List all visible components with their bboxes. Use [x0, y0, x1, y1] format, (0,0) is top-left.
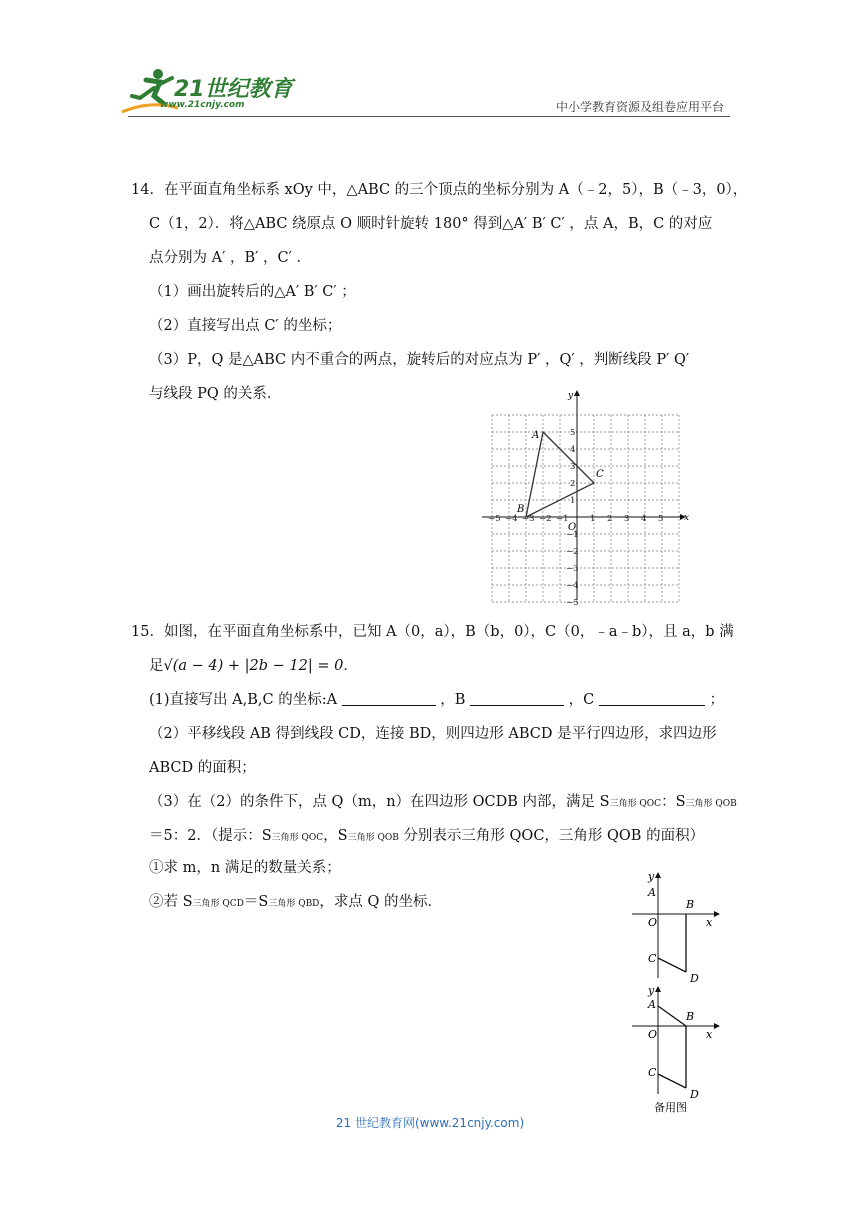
q15-sub3a-subscript1: 三角形 QOC [609, 799, 662, 809]
fig2-label-d: D [690, 1088, 699, 1101]
q15-sub2a: （2）平移线段 AB 得到线段 CD，连接 BD，则四边形 ABCD 是平行四边形，求四边形 [149, 726, 717, 742]
fig1-label-x: x [706, 916, 713, 929]
q14-grid-figure [480, 388, 695, 608]
q15-sub3b-subscript2: 三角形 QOB [347, 833, 399, 843]
q14-line2: C（1，2）．将△ABC 绕原点 O 顺时针旋转 180° 得到△A′ B′ C′ ，点 A，B，C 的对应 [149, 216, 713, 232]
logo-text: 21世纪教育 [174, 77, 293, 102]
y-tick-label: −3 [566, 564, 579, 574]
x-axis-arrow-icon [714, 1023, 720, 1029]
q15-line2-suffix: ． [343, 658, 358, 674]
q14-line1: 14．在平面直角坐标系 xOy 中，△ABC 的三个顶点的坐标分别为 A（﹣2，5），B（﹣3，0）， [131, 182, 748, 198]
y-axis-arrow-icon [655, 872, 661, 878]
fig1-label-o: O [648, 916, 658, 929]
q15-sub3a [149, 792, 737, 814]
q15-sub3b-subscript1: 三角形 QOC [271, 833, 324, 843]
fig1-label-d: D [690, 972, 699, 985]
q15-part2-text3: ，求点 Q 的坐标． [319, 894, 443, 910]
x-tick-label: 5 [658, 514, 664, 524]
header-divider [128, 116, 730, 117]
header-platform-text: 中小学教育资源及组卷应用平台 [555, 100, 724, 114]
y-tick-label: 2 [570, 479, 576, 489]
answer-blank-c[interactable] [599, 691, 705, 706]
q15-sub1-end: ； [709, 692, 724, 708]
x-tick-label: 3 [624, 514, 630, 524]
label-c: C [596, 469, 604, 480]
backup-figure-caption: 备用图 [654, 1101, 687, 1114]
q15-line2-prefix: 足 [149, 658, 164, 674]
x-tick-label: −3 [522, 514, 535, 524]
q14-sub1: （1）画出旋转后的△A′ B′ C′ ； [149, 284, 356, 300]
label-origin: O [568, 522, 577, 533]
q15-sub3b-text3: 分别表示三角形 QOC，三角形 QOB 的面积） [398, 828, 705, 844]
x-axis-arrow-icon [714, 911, 720, 917]
q15-line2 [149, 656, 358, 676]
label-a: A [532, 430, 540, 441]
q15-line1: 15．如图，在平面直角坐标系中，已知 A（0，a），B（b，0），C（0，﹣a﹣b），且 a，b 满 [131, 624, 734, 640]
q15-sub3b [149, 826, 704, 848]
label-y-axis: y [568, 391, 574, 401]
y-tick-label: 1 [570, 496, 576, 506]
q15-part1: ①求 m，n 满足的数量关系； [149, 860, 341, 876]
fig2-label-c: C [648, 1066, 657, 1079]
q15-sub3b-text1: ＝5：2．（提示：S [149, 828, 272, 844]
q15-sub1-c-label: ，C [568, 692, 595, 708]
x-tick-label: 1 [590, 514, 596, 524]
label-x-axis: x [684, 513, 690, 523]
fig1-label-a: A [648, 886, 656, 899]
q15-figure-main [628, 868, 728, 988]
y-tick-label: −5 [566, 598, 579, 608]
fig2-label-x: x [706, 1028, 713, 1041]
x-tick-label: −4 [505, 514, 518, 524]
fig1-label-c: C [648, 952, 657, 965]
q15-sub1-b-label: ，B [440, 692, 466, 708]
page-footer[interactable]: 21 世纪教育网(www.21cnjy.com) [335, 1116, 525, 1130]
answer-blank-b[interactable] [470, 691, 564, 706]
y-tick-label: 5 [570, 428, 576, 438]
x-tick-label: −5 [488, 514, 501, 524]
x-tick-label: 4 [641, 514, 647, 524]
fig1-label-y: y [648, 870, 655, 883]
x-tick-label: −2 [539, 514, 552, 524]
q15-sub3a-text1: （3）在（2）的条件下，点 Q（m，n）在四边形 OCDB 内部，满足 S [149, 794, 610, 810]
q15-condition-formula: √(a − 4) + |2b − 12| = 0 [163, 658, 344, 674]
q15-figure-backup [628, 984, 728, 1114]
q15-part2-text1: ②若 S [149, 894, 193, 910]
fig2-label-y: y [648, 984, 655, 997]
y-tick-label: −1 [566, 530, 579, 540]
fig2-label-b: B [686, 1010, 695, 1023]
q15-part2-subscript2: 三角形 QBD [268, 899, 320, 909]
fig1-label-b: B [686, 898, 695, 911]
q15-sub2b: ABCD 的面积； [149, 760, 256, 776]
answer-blank-a[interactable] [342, 691, 436, 706]
label-b: B [517, 504, 525, 515]
x-tick-label: −1 [556, 514, 569, 524]
y-tick-label: 4 [570, 445, 576, 455]
q15-sub3b-text2: ，S [323, 828, 348, 844]
q15-part2-subscript1: 三角形 QCD [192, 899, 244, 909]
q15-sub1 [149, 690, 724, 710]
y-axis-arrow-icon [655, 986, 661, 992]
q14-sub3b: 与线段 PQ 的关系． [149, 386, 282, 402]
q14-sub3a: （3）P，Q 是△ABC 内不重合的两点，旋转后的对应点为 P′ ，Q′ ，判断线段 P′ Q′ [149, 352, 690, 368]
fig2-label-o: O [648, 1028, 658, 1041]
q14-line3: 点分别为 A′ ，B′ ，C′ ． [149, 250, 312, 266]
x-tick-label: 2 [607, 514, 613, 524]
q15-sub1-prefix: (1)直接写出 A,B,C 的坐标:A [149, 692, 338, 708]
fig2-label-a: A [648, 998, 656, 1011]
q15-part2-text2: ＝S [243, 894, 269, 910]
y-axis-arrow-icon [574, 390, 580, 396]
y-tick-label: −2 [566, 547, 579, 557]
q14-sub2: （2）直接写出点 C′ 的坐标； [149, 318, 342, 334]
y-tick-label: 3 [570, 462, 576, 472]
q15-sub3a-subscript2: 三角形 QOB [685, 799, 737, 809]
logo [120, 66, 300, 118]
y-tick-label: −4 [566, 581, 579, 591]
runner-logo-icon [120, 66, 180, 118]
q15-part2 [149, 892, 442, 914]
logo-url: www.21cnjy.com [160, 100, 245, 110]
q15-sub3a-text2: ：S [661, 794, 686, 810]
page-header [120, 66, 730, 120]
